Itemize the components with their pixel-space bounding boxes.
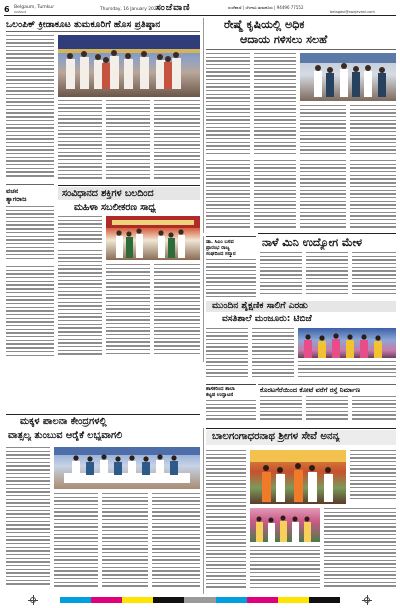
col-divider-top xyxy=(203,18,204,233)
children-meeting-photo xyxy=(54,447,200,489)
olympic-rule xyxy=(6,31,200,32)
silk-meeting-photo xyxy=(300,53,396,101)
konghara-body-col2 xyxy=(306,396,348,424)
color-swatch-magenta xyxy=(91,597,122,603)
udyoga-body-col3 xyxy=(352,252,396,298)
silk-body-col7 xyxy=(300,160,346,230)
udyoga-body-col1 xyxy=(260,252,302,298)
masthead-sub: ಸಂಜೆವಾಣಿ xyxy=(14,10,27,14)
color-swatch-black xyxy=(153,597,184,603)
konghara-rule xyxy=(258,384,396,385)
samanvaya-top-rule xyxy=(58,185,200,186)
side-box-title-2: ಪ್ರಾರಂಭ ರಾಜ್ಯ xyxy=(206,245,230,251)
award-box-body xyxy=(206,400,256,424)
samanvaya-headline: ಸಂವಿಧಾನದ ಶಕ್ತಿಗಳ ಬಲದಿಂದ xyxy=(62,188,154,199)
silk-headline-2: ಆದಾಯ ಗಳಿಸಲು ಸಲಹೆ xyxy=(240,33,328,46)
silk-body-col1 xyxy=(206,53,250,157)
side-box-title-3: ಸಂಘದಿಂದ ಸನ್ಮಾನ xyxy=(206,251,236,257)
color-swatch-gray xyxy=(184,597,215,603)
side-box-title-1: ಡಾ. ಸಿಎಂ ಬಸವ xyxy=(206,239,234,245)
registration-mark-left xyxy=(30,597,36,603)
registration-mark-right xyxy=(364,597,370,603)
konghara-body-col3 xyxy=(352,396,396,424)
scheme-headline-1: ಮುಂದಿನ ಶೈಕ್ಷಣಿಕ ಸಾಲಿಗೆ ಎರಡು xyxy=(212,301,308,311)
balaganga-ceremony-photo xyxy=(250,450,346,504)
award-box-title-2: ಕಟ್ಟಡ ಉದ್ಘಾಟನೆ xyxy=(206,392,234,398)
side-box-body xyxy=(206,259,256,301)
samanvaya-subheadline: ಮಹಿಳಾ ಸಬಲೀಕರಣ ಸಾಧ್ಯ xyxy=(74,202,156,213)
color-swatch-cyan xyxy=(60,597,91,603)
vachana-headline-2: ತ್ಯಾಗರಾಜ xyxy=(6,195,27,203)
udyoga-top-rule xyxy=(258,233,396,234)
olympic-group-photo xyxy=(58,35,200,97)
masthead-logo: ಸಂಜೆವಾಣಿ xyxy=(156,3,191,13)
silk-body-col6 xyxy=(254,160,296,230)
col-divider-bottom xyxy=(203,428,204,594)
color-swatch-magenta-2 xyxy=(247,597,278,603)
scheme-body-col2 xyxy=(252,328,294,382)
color-swatch-yellow-2 xyxy=(278,597,309,603)
konghara-headline: ಕೊರಟಗೆರೆಯಿಂದ ಕೋಟೆ ವರೆಗೆ ರಸ್ತೆ ನಿರ್ಮಾಣ xyxy=(260,386,361,394)
samanvaya-photo xyxy=(106,216,200,260)
samanvaya-body-col2 xyxy=(106,264,150,360)
scheme-photo xyxy=(298,328,396,358)
samanvaya-body-col3 xyxy=(154,264,200,360)
udyoga-headline: ನಾಳೆ ಮಿನಿ ಉದ್ಯೋಗ ಮೇಳ xyxy=(262,236,362,249)
masthead-right-sub: belagavi@sanjevani.com xyxy=(330,10,375,14)
olympic-photo xyxy=(58,35,200,97)
scheme-body-col1 xyxy=(206,328,248,382)
edition-label: Belgaum, Tumkur xyxy=(14,5,55,10)
children-body-col4 xyxy=(152,493,200,591)
children-body-col2 xyxy=(54,493,98,591)
vachana-rule xyxy=(6,184,54,185)
olympic-body-col1 xyxy=(6,35,54,181)
children-body-col3 xyxy=(102,493,148,591)
balaganga-body-col4 xyxy=(250,546,320,592)
color-bar xyxy=(60,597,340,603)
children-headline-2: ವಾತ್ಸಲ್ಯ ತುಂಬುವ ಆರೈಕೆ ಲಭ್ಯವಾಗಲಿ xyxy=(8,430,123,441)
silk-body-col5 xyxy=(206,160,250,230)
olympic-headline: ಒಲಂಪಿಕ್ ಕ್ರೀಡಾಕೂಟ ತುಮಕೂರಿಗೆ ಹೊಸ ಪ್ರತಿಷ್ಠಾನ xyxy=(6,19,161,30)
samanvaya-body-intro xyxy=(58,216,102,246)
scheme-headline-2: ವಸತಿಶಾಲೆ ಮಂಜೂರು: ಟಿಬಿಜೆ xyxy=(222,314,312,324)
balaganga-body-col3 xyxy=(324,508,396,592)
children-body-col1 xyxy=(6,447,50,591)
silk-body-col2 xyxy=(254,53,296,157)
color-swatch-black-2 xyxy=(309,597,340,603)
olympic-body-col4 xyxy=(154,100,200,182)
vachana-body xyxy=(6,206,54,262)
konghara-body-col1 xyxy=(260,396,302,424)
balaganga-top-rule xyxy=(206,428,396,429)
silk-body-col8 xyxy=(350,160,396,230)
children-top-rule xyxy=(6,414,200,415)
masthead-right-info: ಸಂಜೆವಾಣಿ | ಬೆಳಗಾವಿ ತುಮಕೂರು | 94496 77552 xyxy=(228,5,304,10)
samanvaya-stage-photo xyxy=(106,216,200,260)
side-box-rule xyxy=(206,236,256,237)
children-photo xyxy=(54,447,200,489)
color-swatch-yellow xyxy=(122,597,153,603)
silk-headline-1: ರೇಷ್ಮೆ ಕೃಷಿಯಲ್ಲಿ ಅಧಿಕ xyxy=(224,18,305,31)
balaganga-body-col2 xyxy=(350,450,396,504)
balaganga-body-col1 xyxy=(206,450,246,592)
balaganga-photo-2 xyxy=(250,508,320,542)
masthead-date: Thursday, 16 January 2025 xyxy=(100,7,160,12)
balaganga-group-photo xyxy=(250,508,320,542)
scheme-body-col3 xyxy=(298,361,396,381)
left-narrow-col xyxy=(6,266,54,360)
olympic-body-col3 xyxy=(106,100,150,182)
balaganga-photo-1 xyxy=(250,450,346,504)
col-divider-mid xyxy=(203,236,204,362)
vachana-headline-1: ವಚನ xyxy=(6,187,19,195)
award-box-title-1: ಶಾಸಕರಿಂದ ಶಾಲಾ xyxy=(206,386,235,392)
children-headline-1: ಮಕ್ಕಳ ಪಾಲನಾ ಕೇಂದ್ರಗಳಲ್ಲಿ xyxy=(20,416,107,427)
samanvaya-body-col1 xyxy=(58,250,102,360)
color-swatch-cyan-2 xyxy=(216,597,247,603)
silk-photo xyxy=(300,53,396,101)
silk-rule xyxy=(206,49,396,50)
silk-body-col3 xyxy=(300,105,346,157)
masthead-rule xyxy=(4,15,396,16)
balaganga-headline: ಬಾಲಗಂಗಾಧರನಾಥ ಶ್ರೀಗಳ ಸೇವೆ ಅನನ್ಯ xyxy=(212,431,340,442)
page-number: 6 xyxy=(4,5,10,14)
olympic-body-col2 xyxy=(58,100,102,182)
scheme-group-photo xyxy=(298,328,396,358)
silk-body-col4 xyxy=(350,105,396,157)
udyoga-body-col2 xyxy=(306,252,348,298)
